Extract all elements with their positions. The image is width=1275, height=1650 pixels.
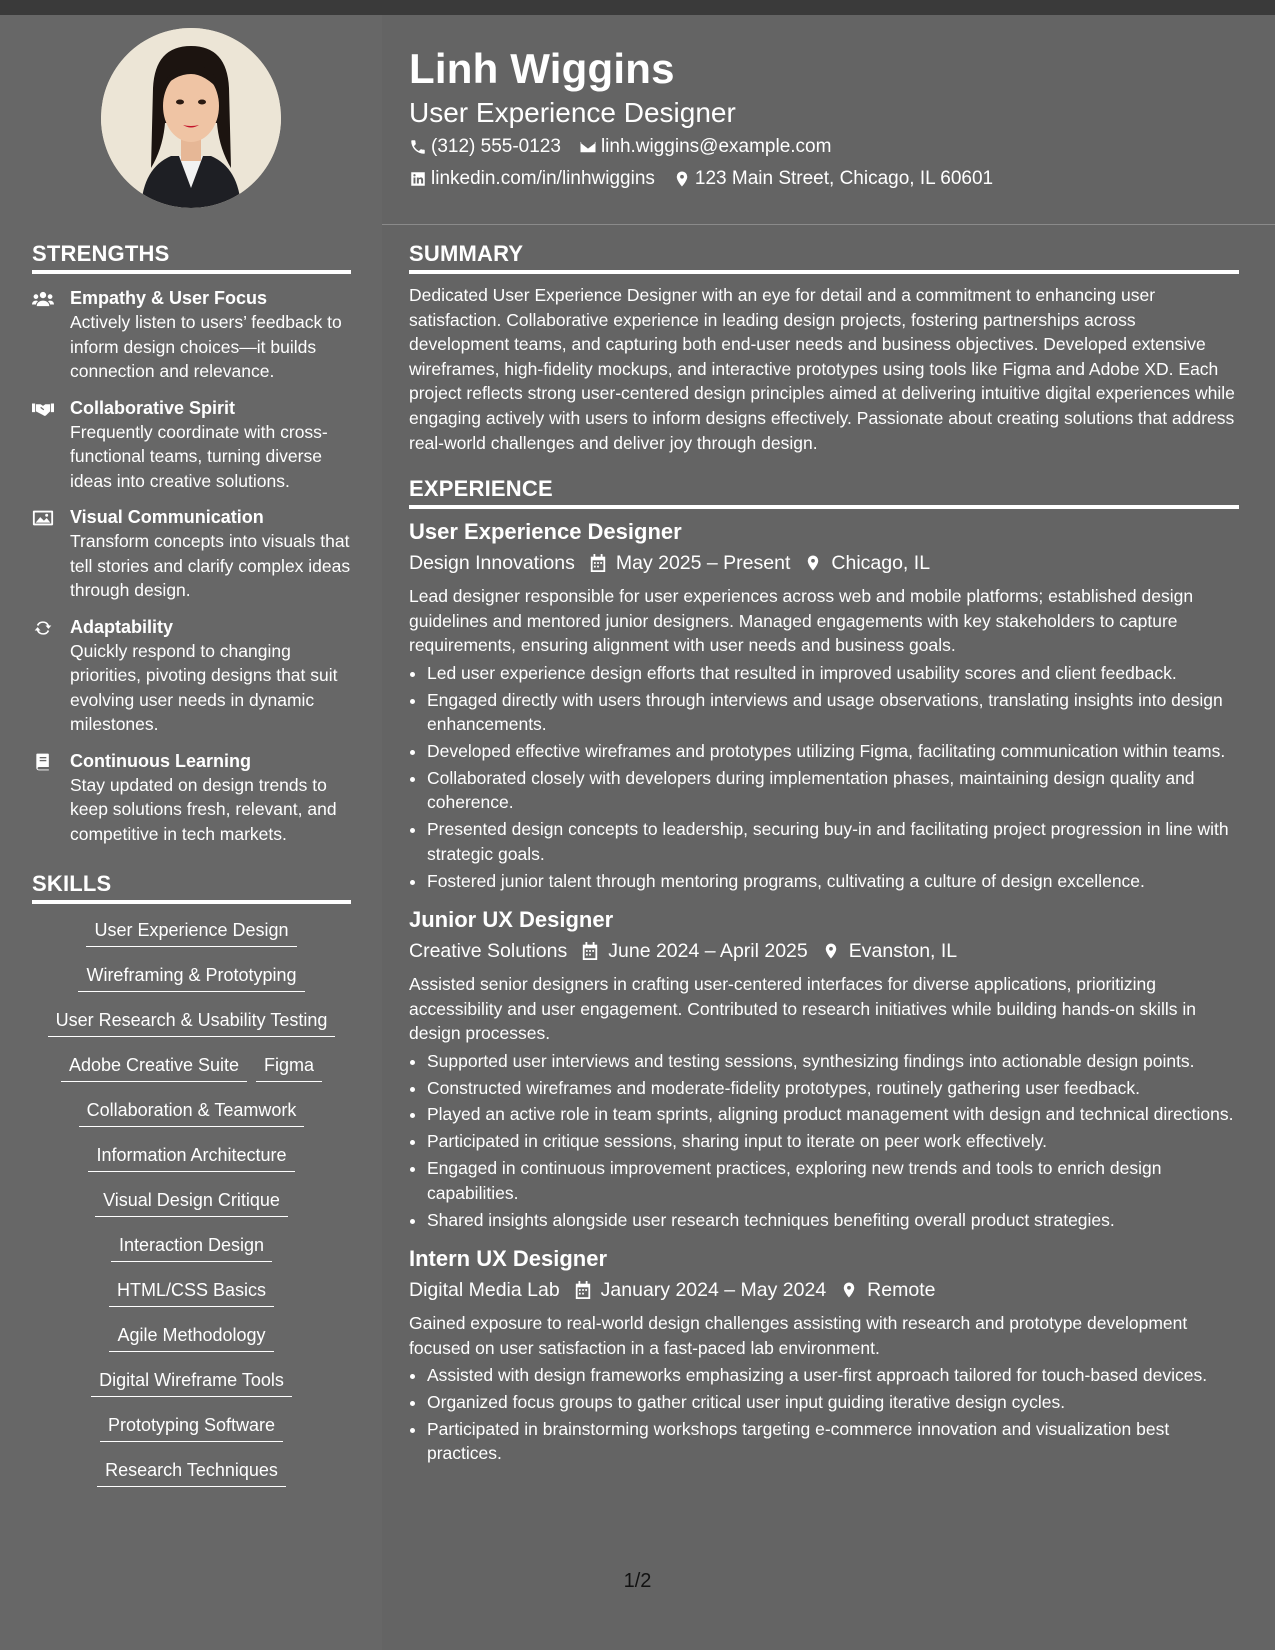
candidate-name: Linh Wiggins (409, 45, 675, 92)
bullet-item: • Engaged in continuous improvement practices, exploring new trends and tools to enrich design capabilities. (427, 1156, 1239, 1205)
job-company: Design Innovations (409, 552, 575, 575)
strength-desc: Transform concepts into visuals that tell stories and clarify complex ideas through design. (70, 531, 351, 600)
skill-tag: Figma (256, 1053, 322, 1082)
bullet-item: • Collaborated closely with developers during implementation phases, maintaining design quality and coherence. (427, 766, 1239, 815)
strengths-list (32, 286, 351, 846)
job-company: Digital Media Lab (409, 1279, 560, 1302)
strength-desc: Quickly respond to changing priorities, pivoting designs that suit evolving user needs in dynamic milestones. (70, 640, 338, 734)
job-bullets (409, 1363, 1239, 1466)
job-description: Lead designer responsible for user experiences across web and mobile platforms; established design guidelines and mentored junior designers. Managed engagements with key stakeholders to capture requirements, ensuring alignment with user needs and business goals. (409, 586, 1194, 656)
phone-icon (409, 138, 427, 156)
job-description: Assisted senior designers in crafting user-centered interfaces for diverse applications, prioritizing accessibility and user engagement. Contributed to research initiatives while building hands-on skills in design processes. (409, 974, 1196, 1044)
bullet-item: • Fostered junior talent through mentoring programs, cultivating a culture of design excellence. (427, 869, 1239, 894)
resume-header (409, 42, 1249, 195)
skill-tag: HTML/CSS Basics (109, 1278, 274, 1307)
job-location: Chicago, IL (831, 552, 931, 575)
strength-title: Empathy & User Focus (70, 288, 268, 308)
strength-desc: Stay updated on design trends to keep solutions fresh, relevant, and competitive in tech markets. (70, 774, 337, 844)
job-dates: June 2024 – April 2025 (608, 940, 808, 963)
bullet-item: • Presented design concepts to leadership, securing buy-in and facilitating project progression in line with strategic goals. (427, 817, 1239, 866)
phone-text: (312) 555-0123 (431, 136, 561, 157)
skill-tag: User Research & Usability Testing (48, 1008, 336, 1037)
handshake-icon (32, 399, 54, 419)
strength-item (32, 286, 351, 384)
calendar-icon (581, 941, 599, 961)
email-text: linh.wiggins@example.com (600, 136, 832, 157)
job-title: User Experience Designer (409, 519, 682, 545)
bullet-item: • Engaged directly with users through interviews and usage observations, translating insights into design enhancements. (427, 688, 1239, 737)
calendar-icon (574, 1280, 592, 1300)
map-marker-icon (804, 553, 822, 573)
header-divider (382, 224, 1275, 225)
book-icon (32, 752, 54, 772)
email-contact[interactable] (579, 131, 832, 163)
sync-icon (32, 618, 54, 638)
address-text: 123 Main Street, Chicago, IL 60601 (694, 168, 994, 189)
linkedin-icon (409, 170, 427, 188)
strength-item (32, 615, 351, 737)
summary-text: Dedicated User Experience Designer with an eye for detail and a commitment to enhancing user satisfaction. Collaborative experience in leading design projects, fostering partnerships across development teams, and capturing both end-user needs and business objectives. Developed extensive wireframes, high-fidelity mockups, and interactive prototypes using tools like Figma and Adobe XD. Each project reflects strong user-centered design principles aimed at delivering intuitive digital experiences while engaging actively with users to inform designs effectively. Passionate about creating solutions that address real-world challenges and deliver joy through design. (409, 285, 1235, 453)
bullet-item: • Led user experience design efforts that resulted in improved usability scores and client feedback. (427, 661, 1239, 686)
job-location: Evanston, IL (848, 940, 958, 963)
job-entry (409, 1244, 1239, 1466)
strength-title: Adaptability (70, 616, 174, 637)
job-meta (409, 547, 1239, 579)
summary-heading: SUMMARY (409, 240, 1239, 274)
left-column (32, 240, 351, 1503)
job-entry (409, 905, 1239, 1232)
bullet-item: • Assisted with design frameworks emphasizing a user-first approach tailored for touch-based devices. (427, 1363, 1239, 1388)
skill-tag: Adobe Creative Suite (61, 1053, 247, 1082)
strength-item (32, 396, 351, 494)
job-meta (409, 935, 1239, 967)
job-meta (409, 1274, 1239, 1306)
bullet-item: • Played an active role in team sprints, aligning product management with design and technical directions. (427, 1102, 1239, 1127)
job-dates: January 2024 – May 2024 (600, 1279, 827, 1302)
right-column (409, 240, 1239, 1468)
job-bullets (409, 661, 1239, 893)
linkedin-text: linkedin.com/in/linhwiggins (431, 168, 655, 189)
skills-list (32, 918, 351, 1503)
strength-title: Collaborative Spirit (70, 397, 236, 418)
map-marker-icon (673, 170, 691, 188)
linkedin-contact[interactable] (409, 163, 655, 195)
experience-heading: EXPERIENCE (409, 475, 1239, 509)
strength-title: Visual Communication (70, 507, 264, 527)
bullet-item: • Participated in brainstorming workshops targeting e-commerce innovation and visualization best practices. (427, 1417, 1239, 1466)
bullet-item: • Supported user interviews and testing sessions, synthesizing findings into actionable design points. (427, 1049, 1239, 1074)
skill-tag: Digital Wireframe Tools (91, 1368, 292, 1397)
envelope-icon (579, 138, 597, 156)
contact-row-2 (409, 163, 1249, 195)
skill-tag: Wireframing & Prototyping (78, 963, 304, 992)
bullet-item: • Organized focus groups to gather critical user input guiding iterative design cycles. (427, 1390, 1239, 1415)
bullet-item: • Participated in critique sessions, sharing input to iterate on peer work effectively. (427, 1129, 1239, 1154)
strength-item (32, 505, 351, 603)
job-bullets (409, 1049, 1239, 1232)
map-marker-icon (840, 1280, 858, 1300)
skill-tag: Collaboration & Teamwork (79, 1098, 305, 1127)
skill-tag: Agile Methodology (109, 1323, 273, 1352)
users-icon (32, 289, 54, 309)
job-dates: May 2025 – Present (615, 552, 791, 575)
page-number: 1/2 (623, 1570, 652, 1592)
job-title: Junior UX Designer (409, 907, 614, 933)
contact-row-1 (409, 131, 1249, 163)
job-location: Remote (867, 1279, 936, 1302)
job-description: Gained exposure to real-world design challenges assisting with research and prototype development focused on user satisfaction in a fast-paced lab environment. (409, 1313, 1188, 1358)
skill-tag: Research Techniques (97, 1458, 286, 1487)
bullet-item: • Shared insights alongside user research techniques benefiting overall product strategies. (427, 1208, 1239, 1233)
skill-tag: User Experience Design (86, 918, 296, 947)
candidate-title: User Experience Designer (409, 97, 736, 128)
job-title: Intern UX Designer (409, 1246, 608, 1272)
top-bar (0, 0, 1275, 15)
skill-tag: Information Architecture (88, 1143, 294, 1172)
image-icon (32, 508, 54, 528)
bullet-item: • Constructed wireframes and moderate-fidelity prototypes, routinely gathering user feedback. (427, 1076, 1239, 1101)
skills-heading: SKILLS (32, 870, 351, 904)
phone-contact[interactable] (409, 131, 561, 163)
address-contact (673, 163, 993, 195)
skill-tag: Interaction Design (111, 1233, 272, 1262)
calendar-icon (589, 553, 607, 573)
bullet-item: • Developed effective wireframes and prototypes utilizing Figma, facilitating communication within teams. (427, 739, 1239, 764)
skill-tag: Prototyping Software (100, 1413, 283, 1442)
job-company: Creative Solutions (409, 940, 568, 963)
job-entry (409, 517, 1239, 893)
portrait-image (101, 28, 281, 208)
strength-item (32, 749, 351, 847)
strengths-heading: STRENGTHS (32, 240, 351, 274)
strength-desc: Frequently coordinate with cross-functional teams, turning diverse ideas into creative solutions. (70, 421, 328, 491)
map-marker-icon (822, 941, 840, 961)
profile-photo (101, 28, 281, 208)
strength-desc: Actively listen to users’ feedback to inform design choices—it builds connection and relevance. (70, 312, 342, 381)
strength-title: Continuous Learning (70, 750, 251, 771)
skill-tag: Visual Design Critique (95, 1188, 288, 1217)
